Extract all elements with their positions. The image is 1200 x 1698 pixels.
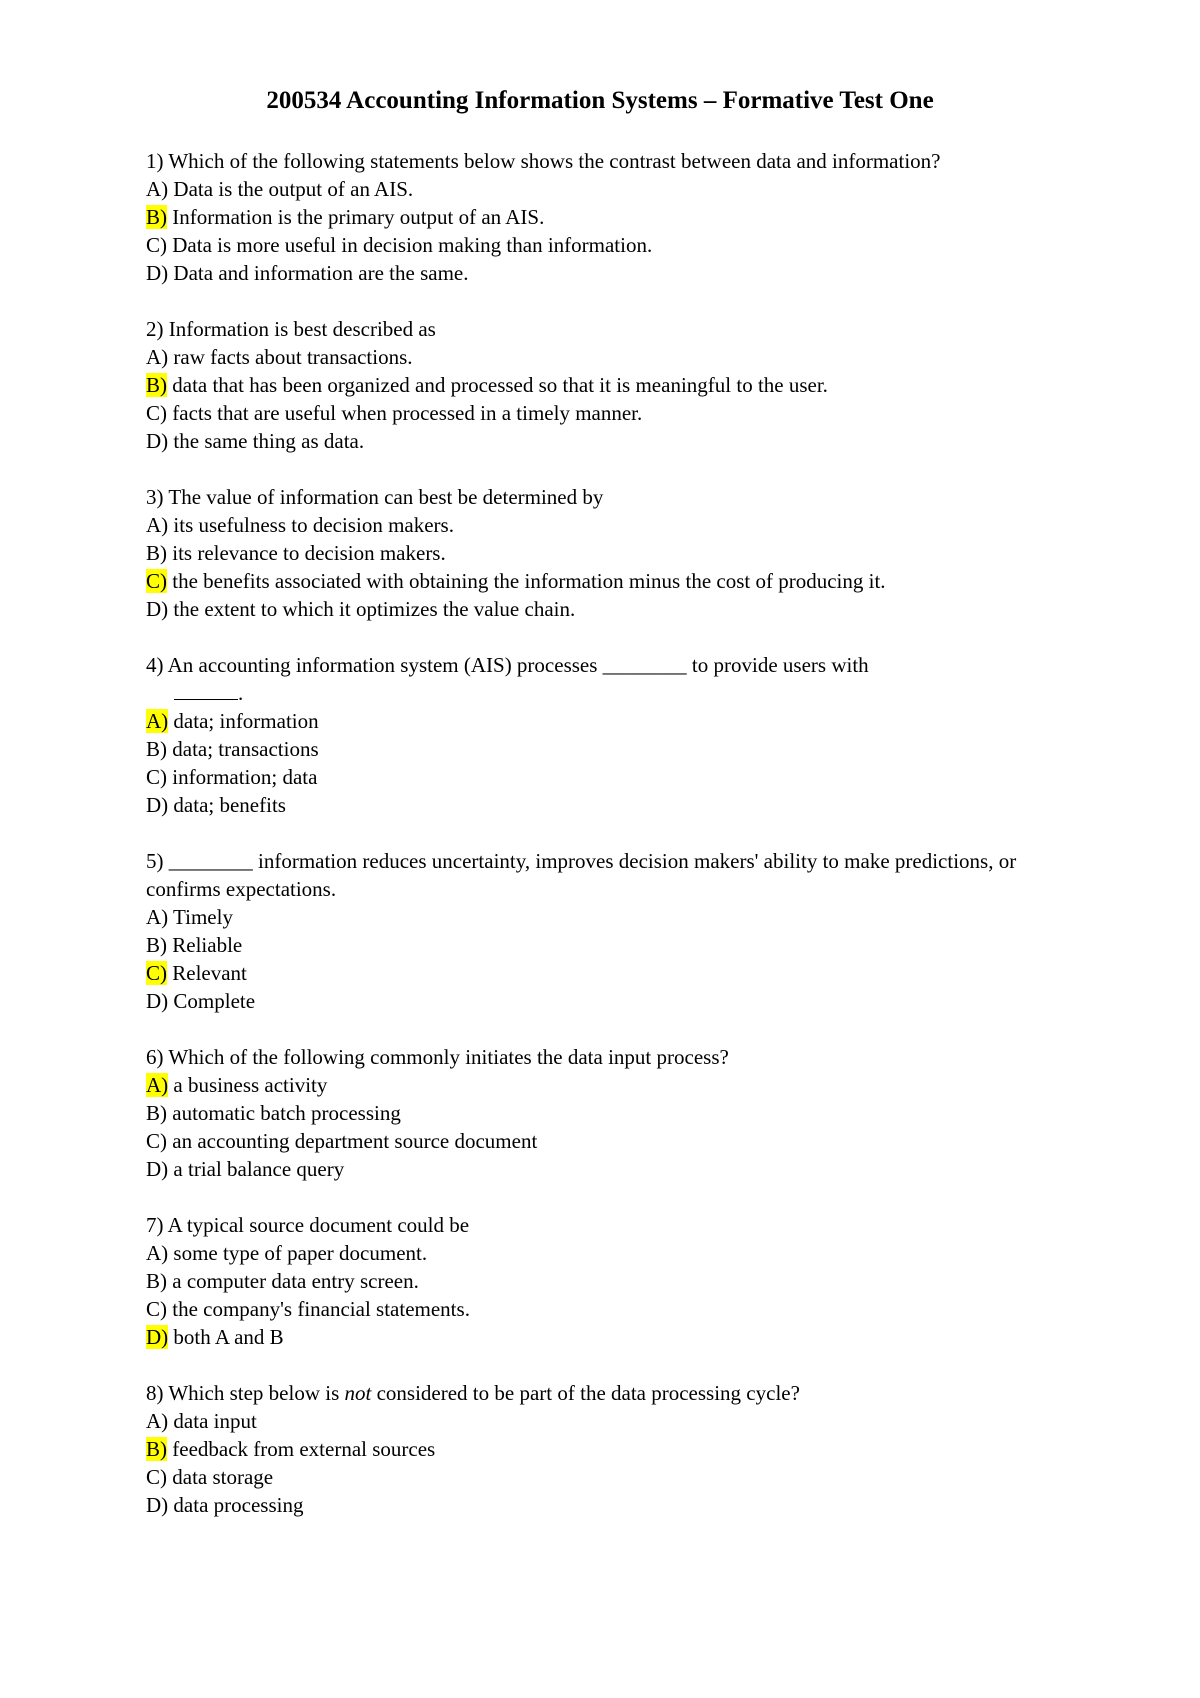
stem-text: considered to be part of the data processing cycle? (371, 1381, 800, 1405)
stem-text: 4) An accounting information system (AIS) processes (146, 653, 603, 677)
option-text: data processing (168, 1493, 304, 1517)
option-c (146, 399, 1026, 427)
question-1 (146, 147, 1026, 287)
option-d (146, 427, 1026, 455)
page-title: 200534 Accounting Information Systems – Formative Test One (266, 87, 934, 114)
option-b (146, 1099, 1026, 1127)
option-b (146, 539, 1026, 567)
option-c (146, 567, 1026, 595)
option-d (146, 1323, 1026, 1351)
option-d (146, 259, 1026, 287)
option-text: Complete (168, 989, 256, 1013)
option-a (146, 707, 1026, 735)
option-letter: A) (146, 177, 169, 201)
answer-highlight: B) (146, 1437, 167, 1461)
option-a (146, 1071, 1026, 1099)
option-a (146, 175, 1026, 203)
option-c (146, 763, 1026, 791)
option-letter: A) (146, 1409, 169, 1433)
option-b (146, 1267, 1026, 1295)
question-stem: 2) Information is best described as (146, 317, 436, 341)
option-letter: B) (146, 933, 167, 957)
answer-highlight: B) (146, 205, 167, 229)
question-stem: 1) Which of the following statements below shows the contrast between data and information? (146, 149, 941, 173)
answer-blank: ________ (602, 653, 687, 677)
option-a (146, 511, 1026, 539)
question-7 (146, 1211, 1026, 1351)
answer-blank (174, 681, 238, 700)
option-d (146, 987, 1026, 1015)
option-text: data that has been organized and processed so that it is meaningful to the user. (167, 373, 828, 397)
option-letter: C) (146, 1465, 167, 1489)
option-d (146, 595, 1026, 623)
option-text: the extent to which it optimizes the value chain. (168, 597, 576, 621)
option-text: a trial balance query (168, 1157, 345, 1181)
option-text: the company's financial statements. (167, 1297, 470, 1321)
question-stem: 6) Which of the following commonly initiates the data input process? (146, 1045, 729, 1069)
stem-emphasis: not (344, 1381, 372, 1405)
option-letter: A) (146, 513, 169, 537)
answer-highlight: A) (146, 1073, 169, 1097)
question-8 (146, 1379, 1026, 1519)
stem-text: 5) (146, 849, 169, 873)
question-stem (146, 847, 1026, 903)
option-c (146, 1295, 1026, 1323)
option-letter: A) (146, 345, 169, 369)
question-stem (146, 651, 1026, 679)
stem-text: information reduces uncertainty, improves decision makers' ability to make predictions, or confirms expectations. (146, 849, 1017, 901)
option-letter: B) (146, 541, 167, 565)
option-d (146, 791, 1026, 819)
option-text: Data is more useful in decision making than information. (167, 233, 653, 257)
option-text: an accounting department source document (167, 1129, 538, 1153)
option-text: automatic batch processing (167, 1101, 401, 1125)
option-b (146, 1435, 1026, 1463)
question-3 (146, 483, 1026, 623)
question-stem-continued (146, 679, 1026, 707)
option-b (146, 371, 1026, 399)
option-d (146, 1491, 1026, 1519)
option-d (146, 1155, 1026, 1183)
question-2 (146, 315, 1026, 455)
option-text: Relevant (167, 961, 247, 985)
option-letter: D) (146, 793, 169, 817)
option-text: feedback from external sources (167, 1437, 436, 1461)
option-b (146, 203, 1026, 231)
option-letter: C) (146, 1297, 167, 1321)
stem-text: 8) Which step below is (146, 1381, 345, 1405)
question-6 (146, 1043, 1026, 1183)
option-a (146, 1239, 1026, 1267)
option-a (146, 903, 1026, 931)
option-text: data; information (168, 709, 319, 733)
option-a (146, 343, 1026, 371)
question-4 (146, 651, 1026, 819)
option-text: facts that are useful when processed in a timely manner. (167, 401, 643, 425)
option-letter: D) (146, 1157, 169, 1181)
option-letter: B) (146, 737, 167, 761)
option-text: Timely (168, 905, 233, 929)
option-text: a computer data entry screen. (167, 1269, 419, 1293)
option-b (146, 931, 1026, 959)
option-text: its relevance to decision makers. (167, 541, 446, 565)
option-text: some type of paper document. (168, 1241, 428, 1265)
option-text: the benefits associated with obtaining the information minus the cost of producing it. (167, 569, 886, 593)
option-text: Reliable (167, 933, 243, 957)
option-text: its usefulness to decision makers. (168, 513, 454, 537)
option-text: Data and information are the same. (168, 261, 469, 285)
option-letter: A) (146, 905, 169, 929)
question-5 (146, 847, 1026, 1015)
option-letter: D) (146, 597, 169, 621)
option-letter: B) (146, 1101, 167, 1125)
option-c (146, 1127, 1026, 1155)
option-letter: D) (146, 429, 169, 453)
option-a (146, 1407, 1026, 1435)
answer-highlight: B) (146, 373, 167, 397)
option-text: Data is the output of an AIS. (168, 177, 414, 201)
option-text: a business activity (168, 1073, 328, 1097)
option-text: data; benefits (168, 793, 286, 817)
option-text: both A and B (168, 1325, 284, 1349)
option-letter: D) (146, 1493, 169, 1517)
answer-highlight: C) (146, 569, 167, 593)
option-text: data input (168, 1409, 257, 1433)
option-letter: C) (146, 401, 167, 425)
option-text: data storage (167, 1465, 274, 1489)
question-stem: 7) A typical source document could be (146, 1213, 470, 1237)
answer-blank: ________ (168, 849, 253, 873)
question-list (146, 147, 1026, 1519)
option-c (146, 231, 1026, 259)
option-text: Information is the primary output of an AIS. (167, 205, 545, 229)
option-c (146, 959, 1026, 987)
stem-end: . (238, 681, 244, 705)
option-b (146, 735, 1026, 763)
stem-text: to provide users with (686, 653, 869, 677)
question-stem: 3) The value of information can best be determined by (146, 485, 604, 509)
answer-highlight: C) (146, 961, 167, 985)
answer-highlight: D) (146, 1325, 169, 1349)
option-text: data; transactions (167, 737, 319, 761)
option-text: raw facts about transactions. (168, 345, 413, 369)
option-c (146, 1463, 1026, 1491)
option-letter: A) (146, 1241, 169, 1265)
option-text: the same thing as data. (168, 429, 365, 453)
option-text: information; data (167, 765, 318, 789)
option-letter: D) (146, 989, 169, 1013)
option-letter: C) (146, 1129, 167, 1153)
option-letter: B) (146, 1269, 167, 1293)
option-letter: D) (146, 261, 169, 285)
question-stem (146, 1379, 1026, 1407)
answer-highlight: A) (146, 709, 169, 733)
option-letter: C) (146, 233, 167, 257)
option-letter: C) (146, 765, 167, 789)
